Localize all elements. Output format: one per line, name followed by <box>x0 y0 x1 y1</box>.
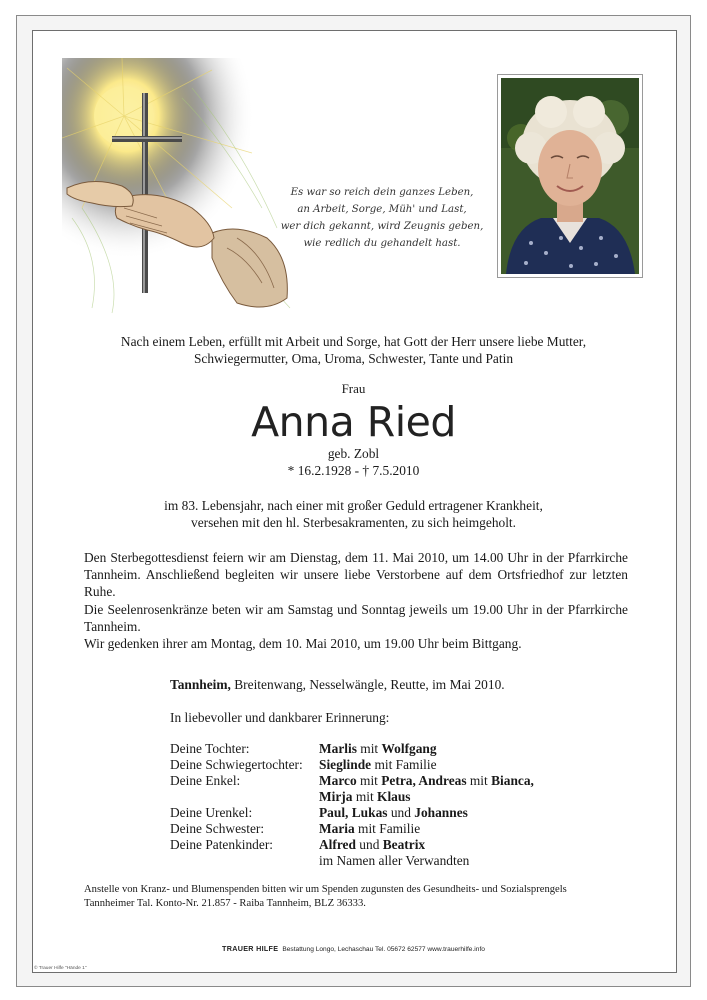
intro-line: Schwiegermutter, Oma, Uroma, Schwester, Tante und Patin <box>193 351 514 366</box>
family-role: Deine Schwester: <box>170 821 265 836</box>
family-names: Marlis mit Wolfgang <box>319 741 437 756</box>
portrait-photo <box>497 74 643 278</box>
footer <box>0 944 707 953</box>
family-role: Deine Tochter: <box>170 741 250 756</box>
funeral-announcement: Den Sterbegottesdienst feiern wir am Dienstag, dem 11. Mai 2010, um 14.00 Uhr in der Pfarrkirche Tannheim. Anschließend begleiten wir unsere liebe Verstorbene auf dem Ortsfriedhof zur letzten Ruhe. <box>84 550 628 600</box>
family-role: Deine Schwiegertochter: <box>170 757 303 772</box>
intro-line: Nach einem Leben, erfüllt mit Arbeit und Sorge, hat Gott der Herr unsere liebe Mutter, <box>120 334 587 349</box>
donation-line: Anstelle von Kranz- und Blumenspenden bitten wir um Spenden zugunsten des Gesundheits- und Sozialsprengels <box>84 884 567 895</box>
family-names: Marco mit Petra, Andreas mit Bianca, <box>319 773 534 788</box>
town-name: Tannheim, <box>170 677 231 692</box>
remembrance-announcement: Wir gedenken ihrer am Montag, dem 10. Mai 2010, um 19.00 Uhr beim Bittgang. <box>84 636 522 652</box>
family-names: Paul, Lukas und Johannes <box>319 805 468 820</box>
age-line: versehen mit den hl. Sterbesakramenten, zu sich heimgeholt. <box>191 515 516 530</box>
poem-line: Es war so reich dein ganzes Leben, <box>290 187 474 198</box>
family-names: Alfred und Beatrix <box>319 837 426 852</box>
memory-line: In liebevoller und dankbarer Erinnerung: <box>170 710 390 725</box>
life-dates: * 16.2.1928 - † 7.5.2010 <box>287 463 420 478</box>
donation-line: Tannheimer Tal. Konto-Nr. 21.857 - Raiba Tannheim, BLZ 36333. <box>84 898 366 909</box>
family-role: Deine Urenkel: <box>170 805 253 820</box>
family-role: Deine Enkel: <box>170 773 241 788</box>
deceased-name: Anna Ried <box>251 398 456 446</box>
portrait-image <box>501 78 639 274</box>
family-role: Deine Patenkinder: <box>170 837 273 852</box>
family-names: Mirja mit Klaus <box>319 789 411 804</box>
poem-line: an Arbeit, Sorge, Müh' und Last, <box>297 204 467 215</box>
intro-text <box>0 333 707 367</box>
announcements <box>84 549 628 652</box>
donation-note <box>84 883 644 911</box>
maiden-name: geb. Zobl <box>327 446 380 461</box>
age-text <box>0 497 707 531</box>
place-date-rest: Breitenwang, Nesselwängle, Reutte, im Mai 2010. <box>230 677 505 692</box>
place-date <box>170 677 505 693</box>
age-line: im 83. Lebensjahr, nach einer mit großer Geduld ertragener Krankheit, <box>164 498 543 513</box>
poem <box>272 184 492 252</box>
footer-brand: TRAUER HILFE <box>222 944 279 953</box>
family-names: Sieglinde mit Familie <box>319 757 437 772</box>
copyright-note: © Trauer Hilfe "Hände 1" <box>34 966 87 971</box>
salutation: Frau <box>341 381 366 396</box>
poem-line: wie redlich du gehandelt hast. <box>303 238 461 249</box>
poem-line: wer dich gekannt, wird Zeugnis geben, <box>280 221 484 232</box>
family-names: Maria mit Familie <box>319 821 421 836</box>
relatives-line: im Namen aller Verwandten <box>319 853 470 868</box>
footer-details: Bestattung Longo, Lechaschau Tel. 05672 62577 www.trauerhilfe.info <box>282 946 485 953</box>
rosary-announcement: Die Seelenrosenkränze beten wir am Samstag und Sonntag jeweils um 19.00 Uhr in der Pfarrkirche Tannheim. <box>84 601 628 634</box>
cross-hands-illustration <box>62 58 294 320</box>
